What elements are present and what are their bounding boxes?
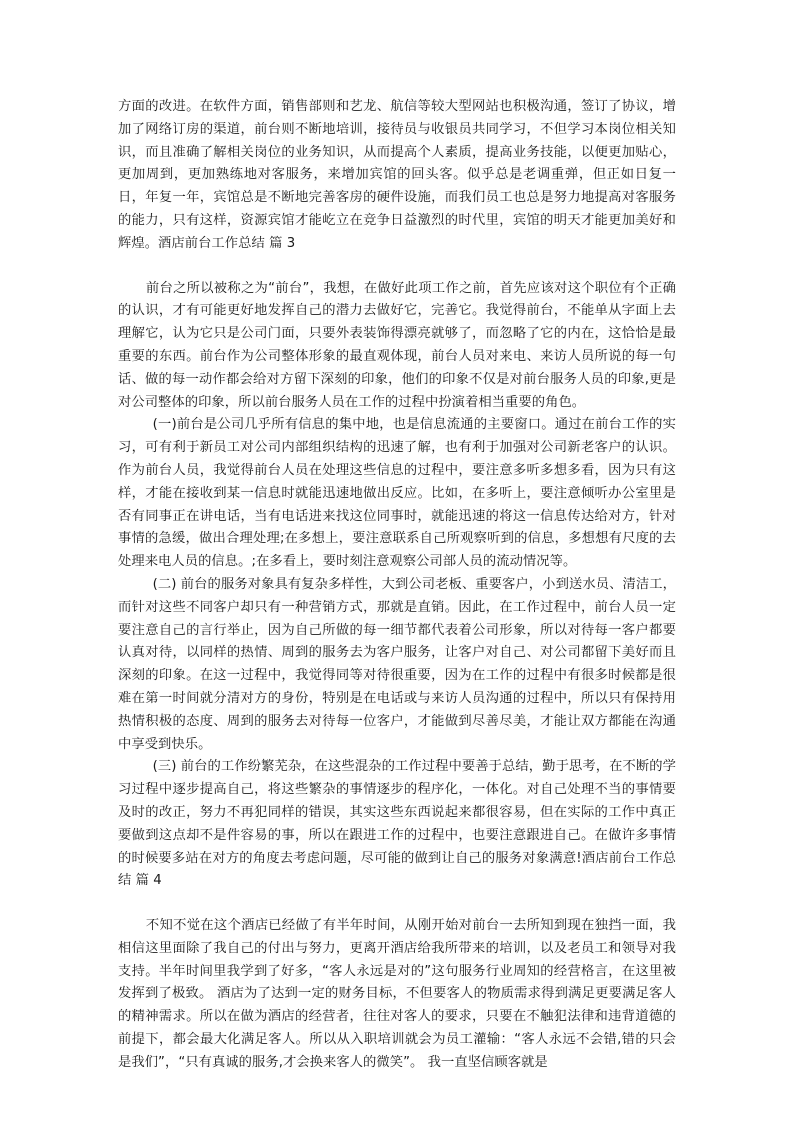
paragraph-3: (一)前台是公司几乎所有信息的集中地，也是信息流通的主要窗口。通过在前台工作的实习，可有利于新员工对公司内部组织结构的迅速了解，也有利于加强对公司新老客户的认识。作为前台人员，我觉得前台人员在处理这些信息的过程中，要注意多听多想多看，因为只有这样，才能在接收到某一信息时就能迅速地做出反应。比如，在多听上，要注意倾听办公室里是否有同事正在讲电话，当有电话进来找这位同事时，就能迅速的将这一信息传达给对方，针对事情的急缓，做出合理处理;在多想上，要注意联系自己所观察听到的信息，多想想有尺度的去处理来电人员的信息。;在多看上，要时刻注意观察公司部人员的流动情况等。 <box>118 417 676 570</box>
paragraph-gap <box>118 893 676 915</box>
paragraph-1: 方面的改进。在软件方面，销售部则和艺龙、航信等较大型网站也积极沟通，签订了协议，增加了网络订房的渠道，前台则不断地培训，接待员与收银员共同学习，不但学习本岗位相关知识，而且准确了解相关岗位的业务知识，从而提高个人素质，提高业务技能，以便更加贴心，更加周到，更加熟练地对客服务，来增加宾馆的回头客。似乎总是老调重弹，但正如日复一日，年复一年，宾馆总是不断地完善客房的硬件设施，而我们员工也总是努力地提高对客服务的能力，只有这样，资源宾馆才能屹立在竞争日益激烈的时代里，宾馆的明天才能更加美好和辉煌。酒店前台工作总结 篇 3 <box>118 99 676 251</box>
paragraph-4: (二) 前台的服务对象具有复杂多样性，大到公司老板、重要客户，小到送水员、清洁工，而针对这些不同客户却只有一种营销方式，那就是直销。因此，在工作过程中，前台人员一定要注意自己的言行举止，因为自己所做的每一细节都代表着公司形象，所以对待每一客户都要认真对待，以同样的热情、周到的服务去为客户服务，让客户对自己、对公司都留下美好而且深刻的印象。在这一过程中，我觉得同等对待很重要，因为在工作的过程中有很多时候都是很难在第一时间就分清对方的身份，特别是在电话或与来访人员沟通的过程中，所以只有保持用热情积极的态度、周到的服务去对待每一位客户，才能做到尽善尽美，才能让双方都能在沟通中享受到快乐。 <box>118 576 676 752</box>
paragraph-gap <box>118 256 676 278</box>
document-page <box>118 96 676 1075</box>
paragraph-5: (三) 前台的工作纷繁芜杂，在这些混杂的工作过程中要善于总结，勤于思考，在不断的学习过程中逐步提高自己，将这些繁杂的事情逐步的程序化，一体化。对自己处理不当的事情要及时的改正，努力不再犯同样的错误，其实这些东西说起来都很容易，但在实际的工作中真正要做到这点却不是件容易的事，所以在跟进工作的过程中，也要注意跟进自己。在做许多事情的时候要多站在对方的角度去考虑问题，尽可能的做到让自己的服务对象满意!酒店前台工作总结 篇 4 <box>118 759 676 889</box>
paragraph-6: 不知不觉在这个酒店已经做了有半年时间，从刚开始对前台一去所知到现在独挡一面，我相信这里面除了我自己的付出与努力，更离开酒店给我所带来的培训，以及老员工和领导对我支持。半年时间里我学到了好多，“客人永远是对的”这句服务行业周知的经营格言，在这里被发挥到了极致。 酒店为了达到一定的财务目标，不但要客人的物质需求得到满足更要满足客人的精神需求。所以在做为酒店的经营者，往往对客人的要求，只要在不触犯法律和违背道德的前提下，都会最大化满足客人。所以从入职培训就会为员工灌输：“客人永远不会错,错的只会是我们”，“只有真诚的服务,才会换来客人的微笑”。 我一直坚信顾客就是 <box>118 918 676 1070</box>
paragraph-2: 前台之所以被称之为“前台”，我想，在做好此项工作之前，首先应该对这个职位有个正确的认识，才有可能更好地发挥自己的潜力去做好它，完善它。我觉得前台，不能单从字面上去理解它，认为它只是公司门面，只要外表装饰得漂亮就够了，而忽略了它的内在，这恰恰是最重要的东西。前台作为公司整体形象的最直观体现，前台人员对来电、来访人员所说的每一句话、做的每一动作都会给对方留下深刻的印象，他们的印象不仅是对前台服务人员的印象,更是对公司整体的印象，所以前台服务人员在工作的过程中扮演着相当重要的角色。 <box>118 280 676 410</box>
